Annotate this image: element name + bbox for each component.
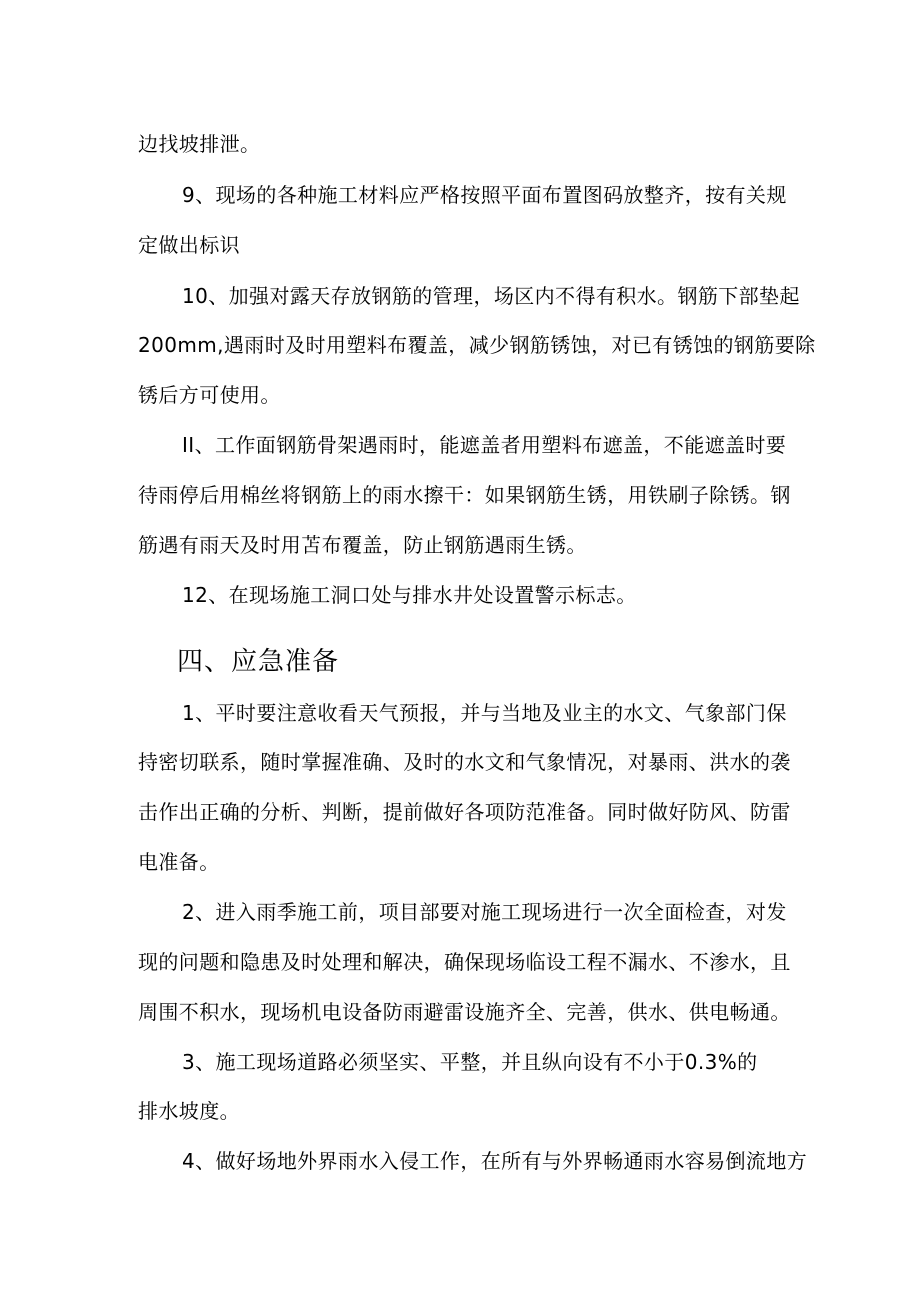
text-line: 筋遇有雨天及时用苫布覆盖，防止钢筋遇雨生锈。	[138, 533, 587, 557]
text-line: 9、现场的各种施工材料应严格按照平面布置图码放整齐，按有关规	[182, 183, 787, 207]
text-line: 锈后方可使用。	[138, 383, 281, 407]
text-line: 3、施工现场道路必须坚实、平整，并且纵向设有不小于0.3%的	[182, 1050, 758, 1074]
section-heading: 四、应急准备	[177, 647, 340, 677]
text-line: 定做出标识	[138, 233, 240, 257]
text-line: 持密切联系，随时掌握准确、及时的水文和气象情况，对暴雨、洪水的袭	[138, 750, 791, 774]
text-line: 电准备。	[138, 850, 220, 874]
text-line: 现的问题和隐患及时处理和解决，确保现场临设工程不漏水、不渗水，且	[138, 950, 791, 974]
text-line: II、工作面钢筋骨架遇雨时，能遮盖者用塑料布遮盖，不能遮盖时要	[182, 433, 787, 457]
text-line: 周围不积水，现场机电设备防雨避雷设施齐全、完善，供水、供电畅通。	[138, 1000, 791, 1024]
text-line: 排水坡度。	[138, 1099, 240, 1123]
text-line: 4、做好场地外界雨水入侵工作，在所有与外界畅通雨水容易倒流地方	[182, 1149, 808, 1173]
text-line: 10、加强对露天存放钢筋的管理，场区内不得有积水。钢筋下部垫起	[182, 284, 800, 308]
text-line: 击作出正确的分析、判断，提前做好各项防范准备。同时做好防风、防雷	[138, 800, 791, 824]
text-line: 待雨停后用棉丝将钢筋上的雨水擦干：如果钢筋生锈，用铁刷子除锈。钢	[138, 483, 791, 507]
text-line: 1、平时要注意收看天气预报，并与当地及业主的水文、气象部门保	[182, 701, 787, 725]
text-line: 边找坡排泄。	[138, 132, 261, 156]
text-line: 2、进入雨季施工前，项目部要对施工现场进行一次全面检查，对发	[182, 900, 787, 924]
text-line: 12、在现场施工洞口处与排水井处设置警示标志。	[182, 583, 637, 607]
text-line: 200mm,遇雨时及时用塑料布覆盖，减少钢筋锈蚀，对已有锈蚀的钢筋要除	[138, 333, 816, 357]
